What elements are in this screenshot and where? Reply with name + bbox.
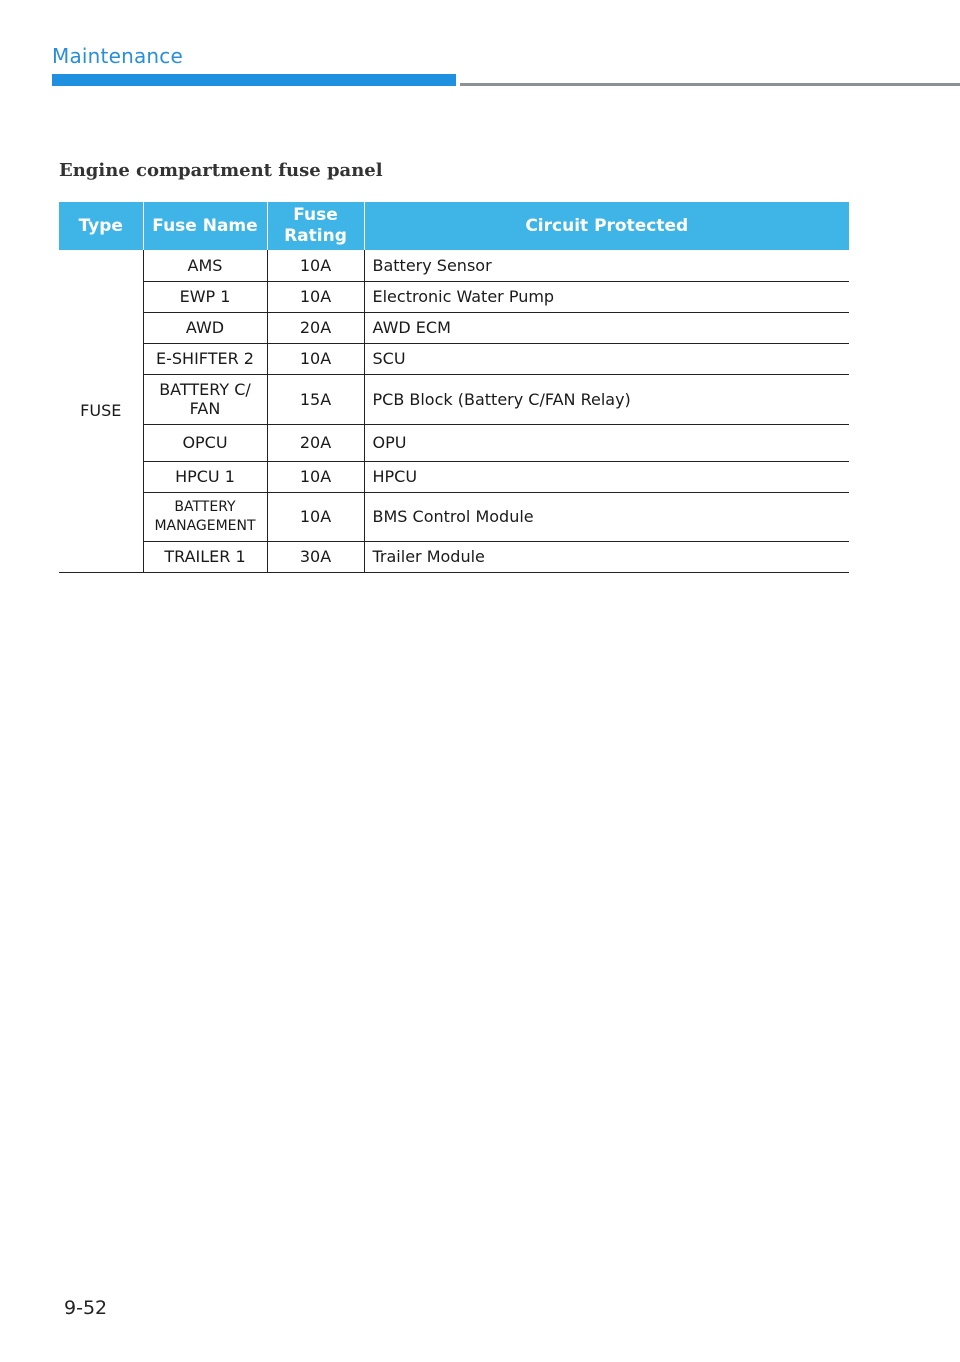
column-header-circuit: Circuit Protected bbox=[364, 202, 849, 250]
table-row bbox=[59, 281, 849, 312]
circuit-cell: HPCU bbox=[364, 461, 849, 492]
header-rule bbox=[460, 83, 960, 86]
circuit-cell: Battery Sensor bbox=[364, 250, 849, 281]
fuse-name-cell: AMS bbox=[143, 250, 267, 281]
fuse-rating-cell: 20A bbox=[267, 312, 364, 343]
circuit-cell: AWD ECM bbox=[364, 312, 849, 343]
circuit-cell: Trailer Module bbox=[364, 541, 849, 572]
column-header-fuse-rating: Fuse Rating bbox=[267, 202, 364, 250]
circuit-cell: PCB Block (Battery C/FAN Relay) bbox=[364, 374, 849, 424]
fuse-name-cell: HPCU 1 bbox=[143, 461, 267, 492]
fuse-name-cell: EWP 1 bbox=[143, 281, 267, 312]
table-row bbox=[59, 343, 849, 374]
fuse-name-cell: BATTERY C/ FAN bbox=[143, 374, 267, 424]
circuit-cell: BMS Control Module bbox=[364, 492, 849, 541]
fuse-rating-cell: 10A bbox=[267, 250, 364, 281]
fuse-name-cell: TRAILER 1 bbox=[143, 541, 267, 572]
table-row bbox=[59, 424, 849, 461]
table-row bbox=[59, 541, 849, 572]
page-number: 9-52 bbox=[64, 1297, 108, 1319]
fuse-name-cell: BATTERY MANAGEMENT bbox=[143, 492, 267, 541]
circuit-cell: SCU bbox=[364, 343, 849, 374]
fuse-table bbox=[59, 202, 849, 573]
table-row bbox=[59, 492, 849, 541]
table-row bbox=[59, 312, 849, 343]
table-row bbox=[59, 250, 849, 281]
circuit-cell: OPU bbox=[364, 424, 849, 461]
column-header-fuse-name: Fuse Name bbox=[143, 202, 267, 250]
table-row bbox=[59, 374, 849, 424]
header-accent-bar bbox=[52, 74, 456, 86]
fuse-rating-cell: 15A bbox=[267, 374, 364, 424]
fuse-rating-cell: 10A bbox=[267, 461, 364, 492]
fuse-name-cell: AWD bbox=[143, 312, 267, 343]
fuse-rating-cell: 10A bbox=[267, 492, 364, 541]
table-header-row bbox=[59, 202, 849, 250]
table-row bbox=[59, 461, 849, 492]
fuse-name-cell: OPCU bbox=[143, 424, 267, 461]
fuse-name-cell: E-SHIFTER 2 bbox=[143, 343, 267, 374]
fuse-rating-cell: 20A bbox=[267, 424, 364, 461]
section-title: Maintenance bbox=[52, 44, 183, 68]
circuit-cell: Electronic Water Pump bbox=[364, 281, 849, 312]
column-header-type: Type bbox=[59, 202, 143, 250]
fuse-rating-cell: 10A bbox=[267, 281, 364, 312]
page-heading: Engine compartment fuse panel bbox=[59, 160, 383, 181]
fuse-rating-cell: 10A bbox=[267, 343, 364, 374]
fuse-rating-cell: 30A bbox=[267, 541, 364, 572]
type-cell: FUSE bbox=[59, 250, 143, 572]
